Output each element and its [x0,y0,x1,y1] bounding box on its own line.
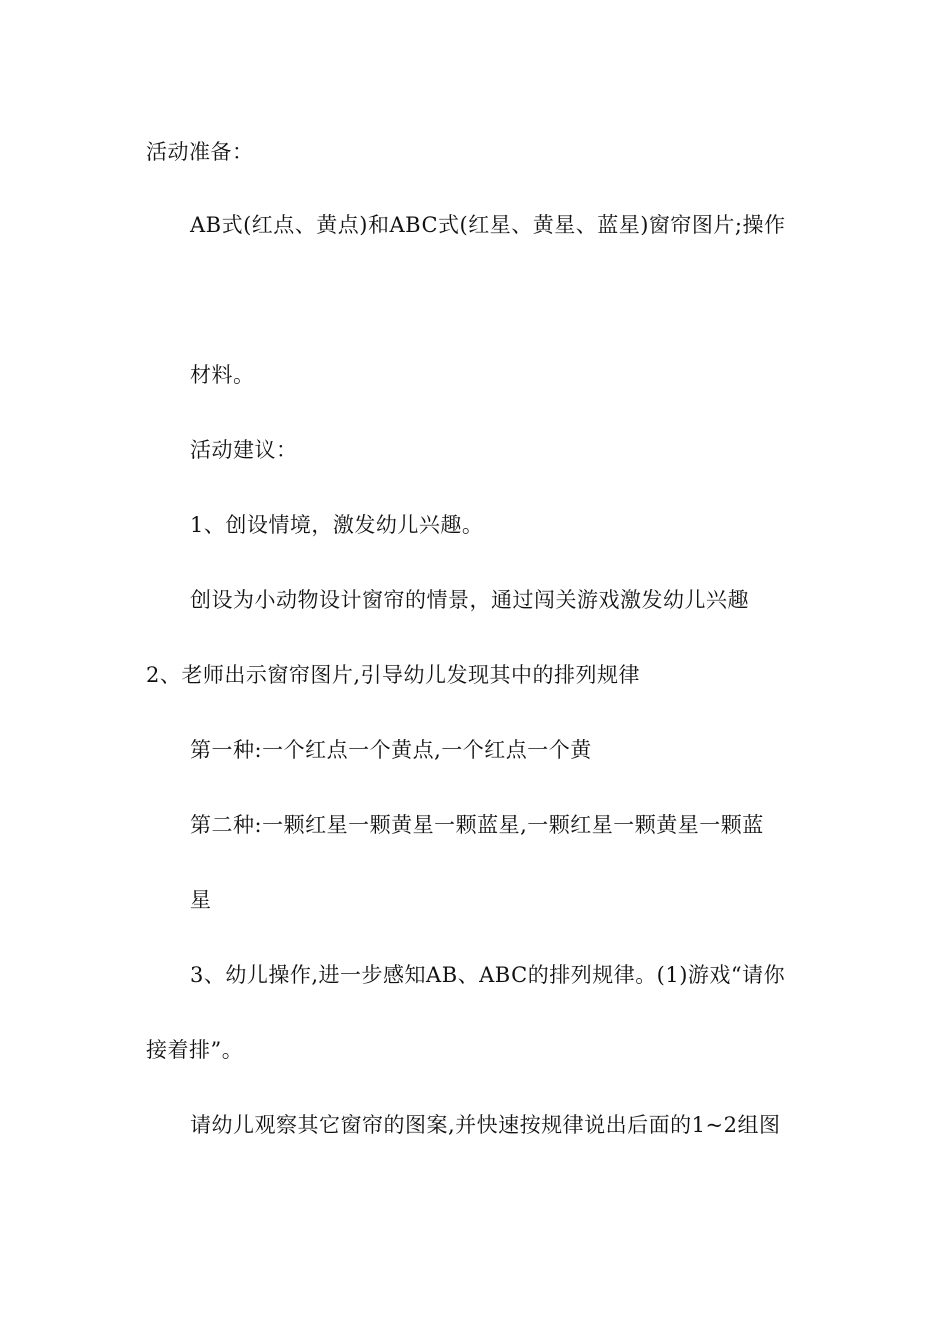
text-line-activity-suggestions-heading: 活动建议： [190,438,298,462]
text-line-step-3-continued: 接着排”。 [146,1038,244,1062]
text-line-step-1: 1、创设情境，激发幼儿兴趣。 [190,513,484,537]
text-line-pattern-2: 第二种:一颗红星一颗黄星一颗蓝星,一颗红星一颗黄星一颗蓝 [190,813,764,837]
text-line-observe-instruction: 请幼儿观察其它窗帘的图案,并快速按规律说出后面的1~2组图 [190,1113,781,1137]
text-line-pattern-1: 第一种:一个红点一个黄点,一个红点一个黄 [190,738,592,762]
text-line-pattern-2-continued: 星 [190,888,212,912]
text-line-step-2: 2、老师出示窗帘图片,引导幼儿发现其中的排列规律 [146,663,641,687]
text-line-materials: AB式(红点、黄点)和ABC式(红星、黄星、蓝星)窗帘图片;操作 [190,213,786,237]
text-line-step-1-detail: 创设为小动物设计窗帘的情景，通过闯关游戏激发幼儿兴趣 [190,588,749,612]
text-line-step-3: 3、幼儿操作,进一步感知AB、ABC的排列规律。(1)游戏“请你 [190,963,786,987]
text-line-materials-continued: 材料。 [190,363,255,387]
text-line-activity-prep-heading: 活动准备： [146,140,254,164]
